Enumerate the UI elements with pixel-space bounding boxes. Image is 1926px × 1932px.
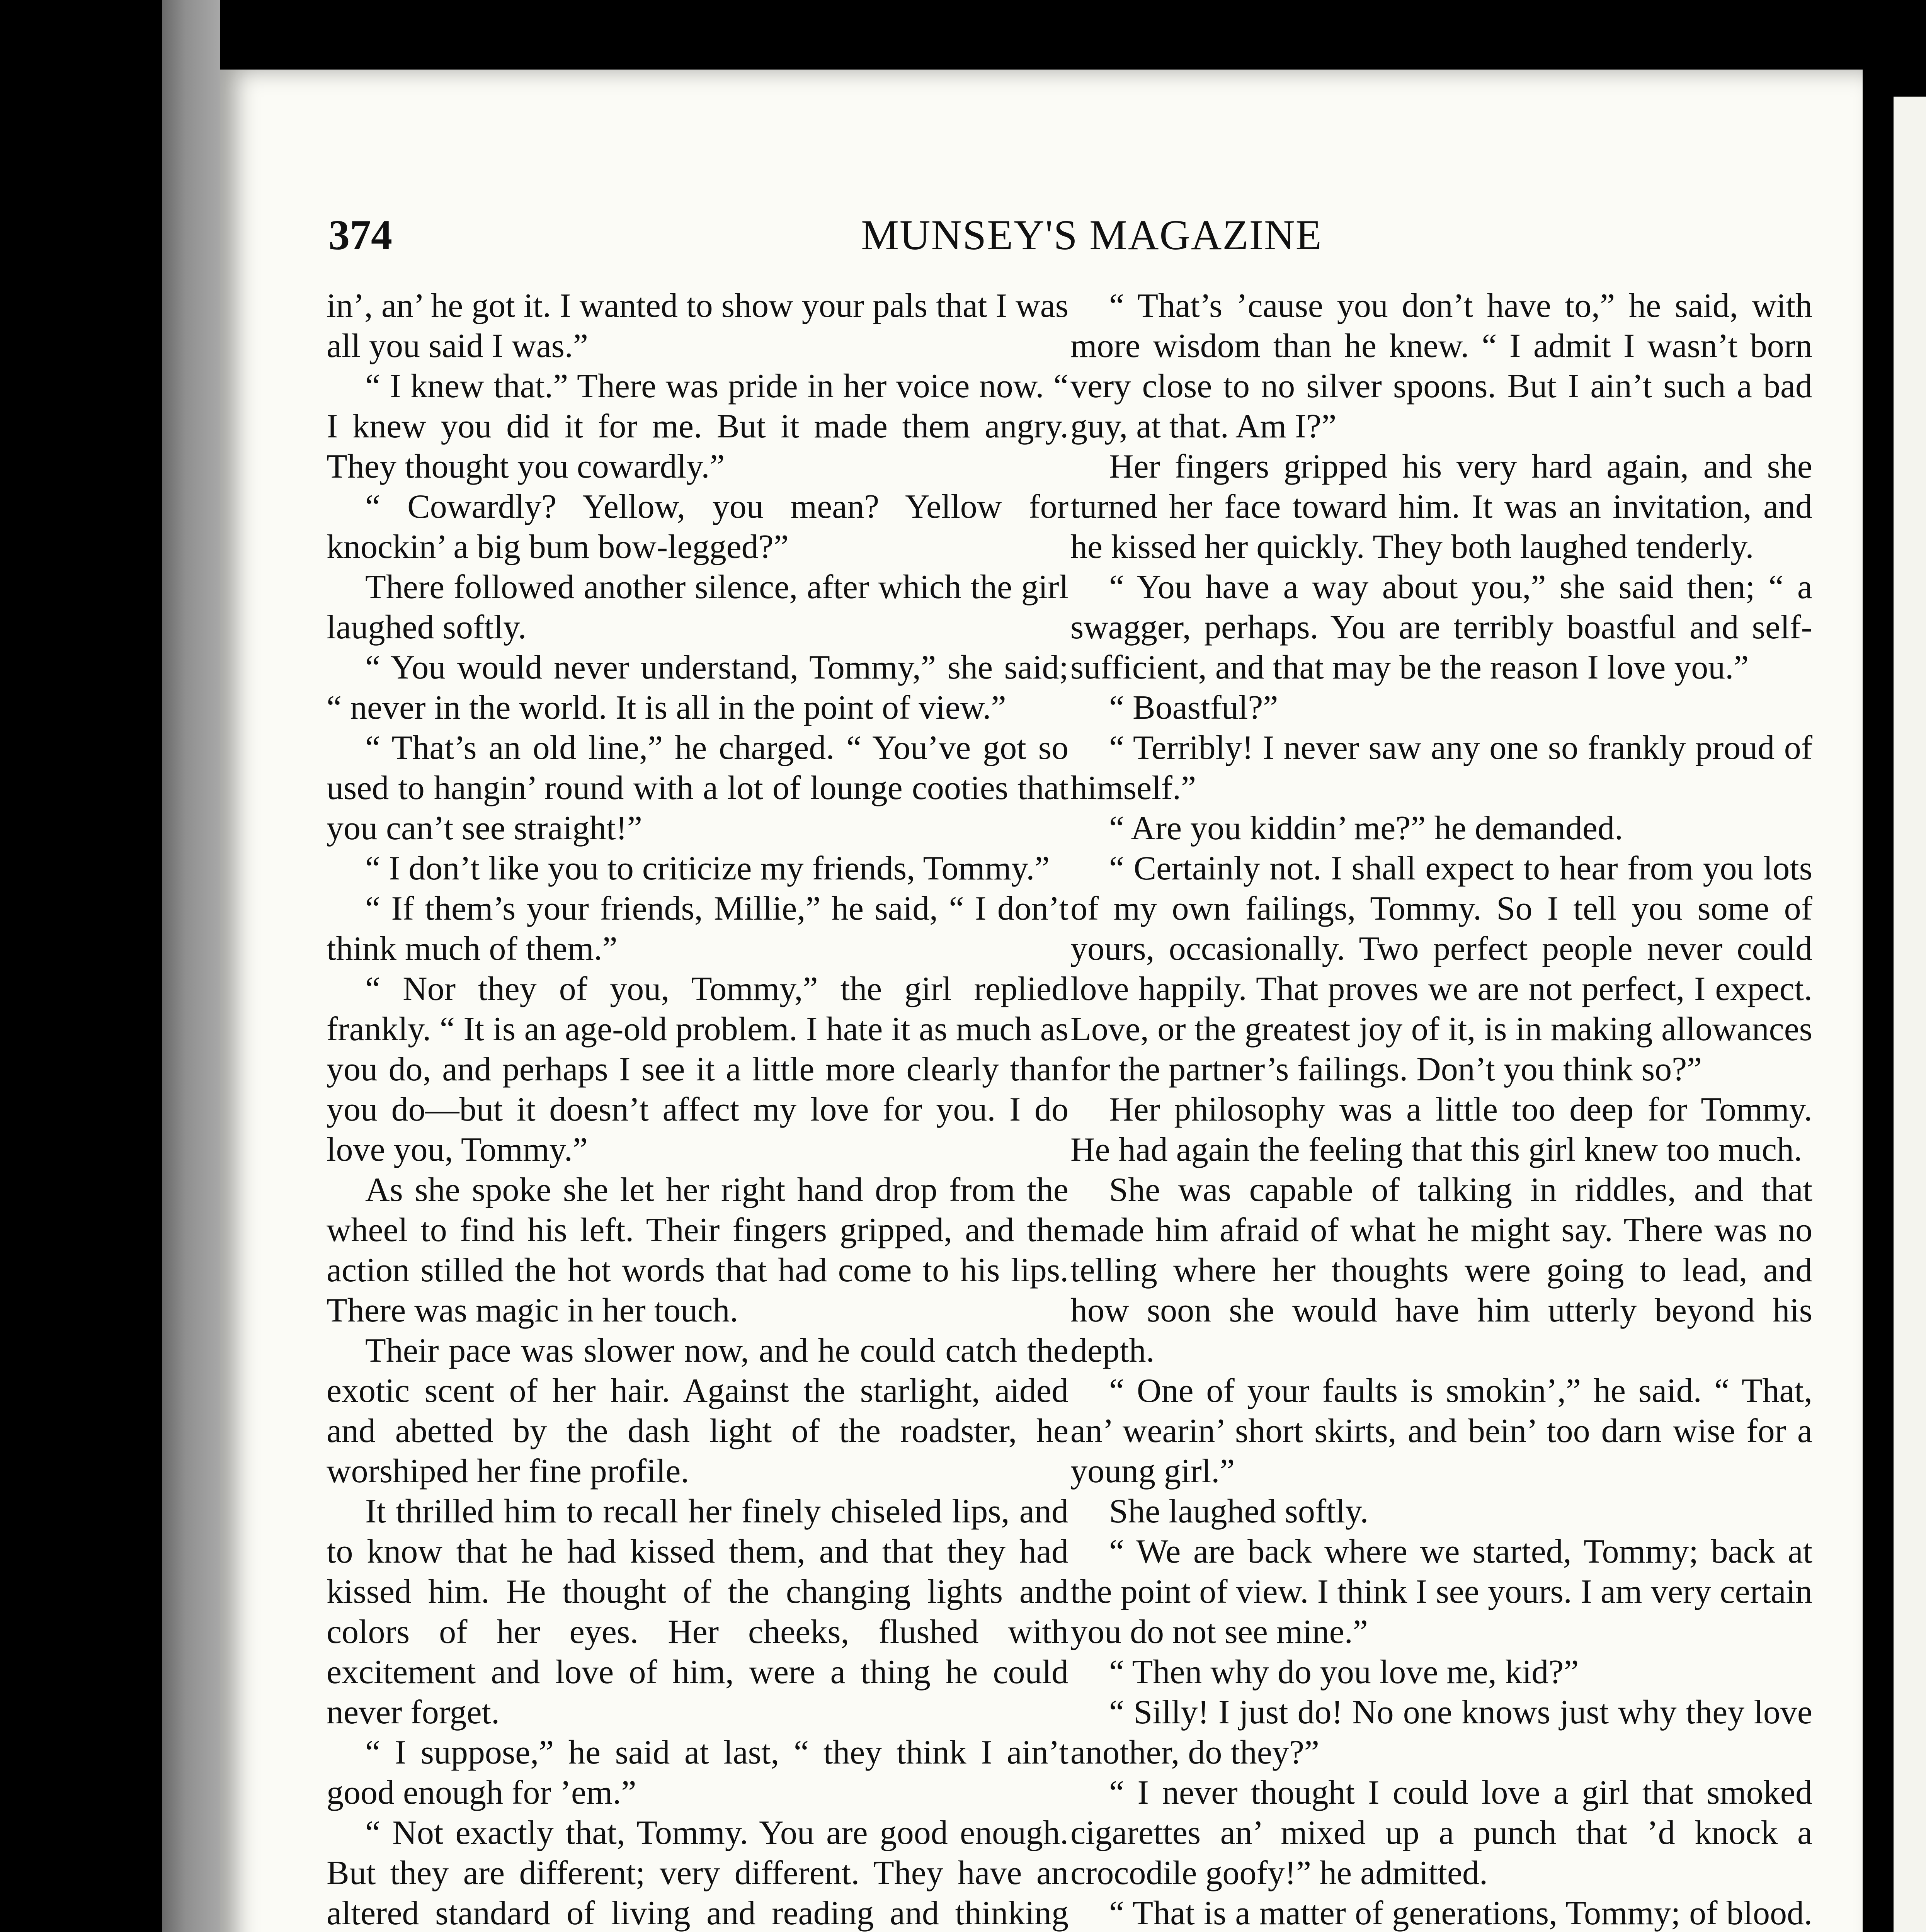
next-page-edge xyxy=(1894,97,1926,1932)
paragraph: It thrilled him to recall her finely chiseled lips, and to know that he had kissed them, and that they had kissed him. He thought of the changing lights and colors of her eyes. Her cheeks, flushed with excitement and love of him, were a thing he could never forget. xyxy=(327,1493,1068,1731)
magazine-title: MUNSEY'S MAGAZINE xyxy=(861,211,1322,259)
paragraph: “ I never thought I could love a girl that smoked cigarettes an’ mixed up a punch that ’d knock a crocodile goofy!” he admitted. xyxy=(1070,1774,1812,1892)
paragraph: “ One of your faults is smokin’,” he said. “ That, an’ wearin’ short skirts, and bein’ too darn wise for a young girl.” xyxy=(1070,1372,1812,1490)
paragraph: There followed another silence, after which the girl laughed softly. xyxy=(327,568,1068,646)
book-spine-shadow xyxy=(162,0,220,1932)
paragraph: “ I suppose,” he said at last, “ they think I ain’t good enough for ’em.” xyxy=(327,1734,1068,1811)
left-column xyxy=(327,286,1068,1932)
paragraph: “ Terribly! I never saw any one so frankly proud of himself.” xyxy=(1070,729,1812,807)
paragraph: Their pace was slower now, and he could catch the exotic scent of her hair. Against the starlight, aided and abetted by the dash light of the roadster, he worshiped her fine profile. xyxy=(327,1332,1068,1490)
paragraph: “ That’s ’cause you don’t have to,” he said, with more wisdom than he knew. “ I admit I wasn’t born very close to no silver spoons. But I ain’t such a bad guy, at that. Am I?” xyxy=(1070,287,1812,445)
scan-left-edge xyxy=(0,0,162,1932)
page-header xyxy=(328,211,1855,280)
paragraph: “ You have a way about you,” she said then; “ a swagger, perhaps. You are terribly boastful and self-sufficient, and that may be the reason I love you.” xyxy=(1070,568,1812,686)
paragraph: She was capable of talking in riddles, and that made him afraid of what he might say. There was no telling where her thoughts were going to lead, and how soon she would have him utterly beyond his depth. xyxy=(1070,1171,1812,1369)
paragraph: “ We are back where we started, Tommy; back at the point of view. I think I see yours. I am very certain you do not see mine.” xyxy=(1070,1533,1812,1651)
paragraph: She laughed softly. xyxy=(1109,1493,1369,1530)
paragraph: in’, an’ he got it. I wanted to show your pals that I was all you said I was.” xyxy=(327,287,1068,365)
paragraph: “ Cowardly? Yellow, you mean? Yellow for knockin’ a big bum bow-legged?” xyxy=(327,488,1068,566)
right-column xyxy=(1070,286,1812,1932)
paragraph: “ Then why do you love me, kid?” xyxy=(1109,1653,1579,1691)
magazine-page xyxy=(220,70,1863,1932)
paragraph: “ Not exactly that, Tommy. You are good enough. But they are different; very different. They have an altered standard of living and reading and thinking xyxy=(327,1814,1068,1932)
paragraph: “ Boastful?” xyxy=(1109,689,1278,726)
paragraph: As she spoke she let her right hand drop from the wheel to find his left. Their fingers gripped, and the action stilled the hot words that had come to his lips. There was magic in her touch. xyxy=(327,1171,1068,1329)
paragraph: “ If them’s your friends, Millie,” he said, “ I don’t think much of them.” xyxy=(327,890,1068,968)
paragraph: “ I don’t like you to criticize my friends, Tommy.” xyxy=(365,850,1050,887)
paragraph: “ That’s an old line,” he charged. “ You’ve got so used to hangin’ round with a lot of lounge cooties that you can’t see straight!” xyxy=(327,729,1068,847)
paragraph: Her fingers gripped his very hard again, and she turned her face toward him. It was an invitation, and he kissed her quickly. They both laughed tenderly. xyxy=(1070,448,1812,566)
paragraph: “ Silly! I just do! No one knows just why they love another, do they?” xyxy=(1070,1694,1812,1771)
paragraph: Her philosophy was a little too deep for Tommy. He had again the feeling that this girl knew too much. xyxy=(1070,1091,1812,1168)
paragraph: “ Certainly not. I shall expect to hear from you lots of my own failings, Tommy. So I tell you some of yours, occasionally. Two perfect people never could love happily. That proves we are not perfect, I expect. Love, or the greatest joy of it, is in making allowances for the partner’s failings. Don’t you think so?” xyxy=(1070,850,1812,1088)
paragraph: “ You would never understand, Tommy,” she said; “ never in the world. It is all in the point of view.” xyxy=(327,649,1068,726)
paragraph: “ Nor they of you, Tommy,” the girl replied frankly. “ It is an age-old problem. I hate it as much as you do, and perhaps I see it a little more clearly than you do—but it doesn’t affect my love for you. I do love you, Tommy.” xyxy=(327,970,1068,1168)
paragraph: “ Are you kiddin’ me?” he demanded. xyxy=(1109,810,1623,847)
paragraph: “ That is a matter of generations, Tommy; of blood. xyxy=(1109,1895,1812,1932)
page-number: 374 xyxy=(328,211,392,259)
paragraph: “ I knew that.” There was pride in her voice now. “ I knew you did it for me. But it made them angry. They thought you cowardly.” xyxy=(327,367,1068,485)
